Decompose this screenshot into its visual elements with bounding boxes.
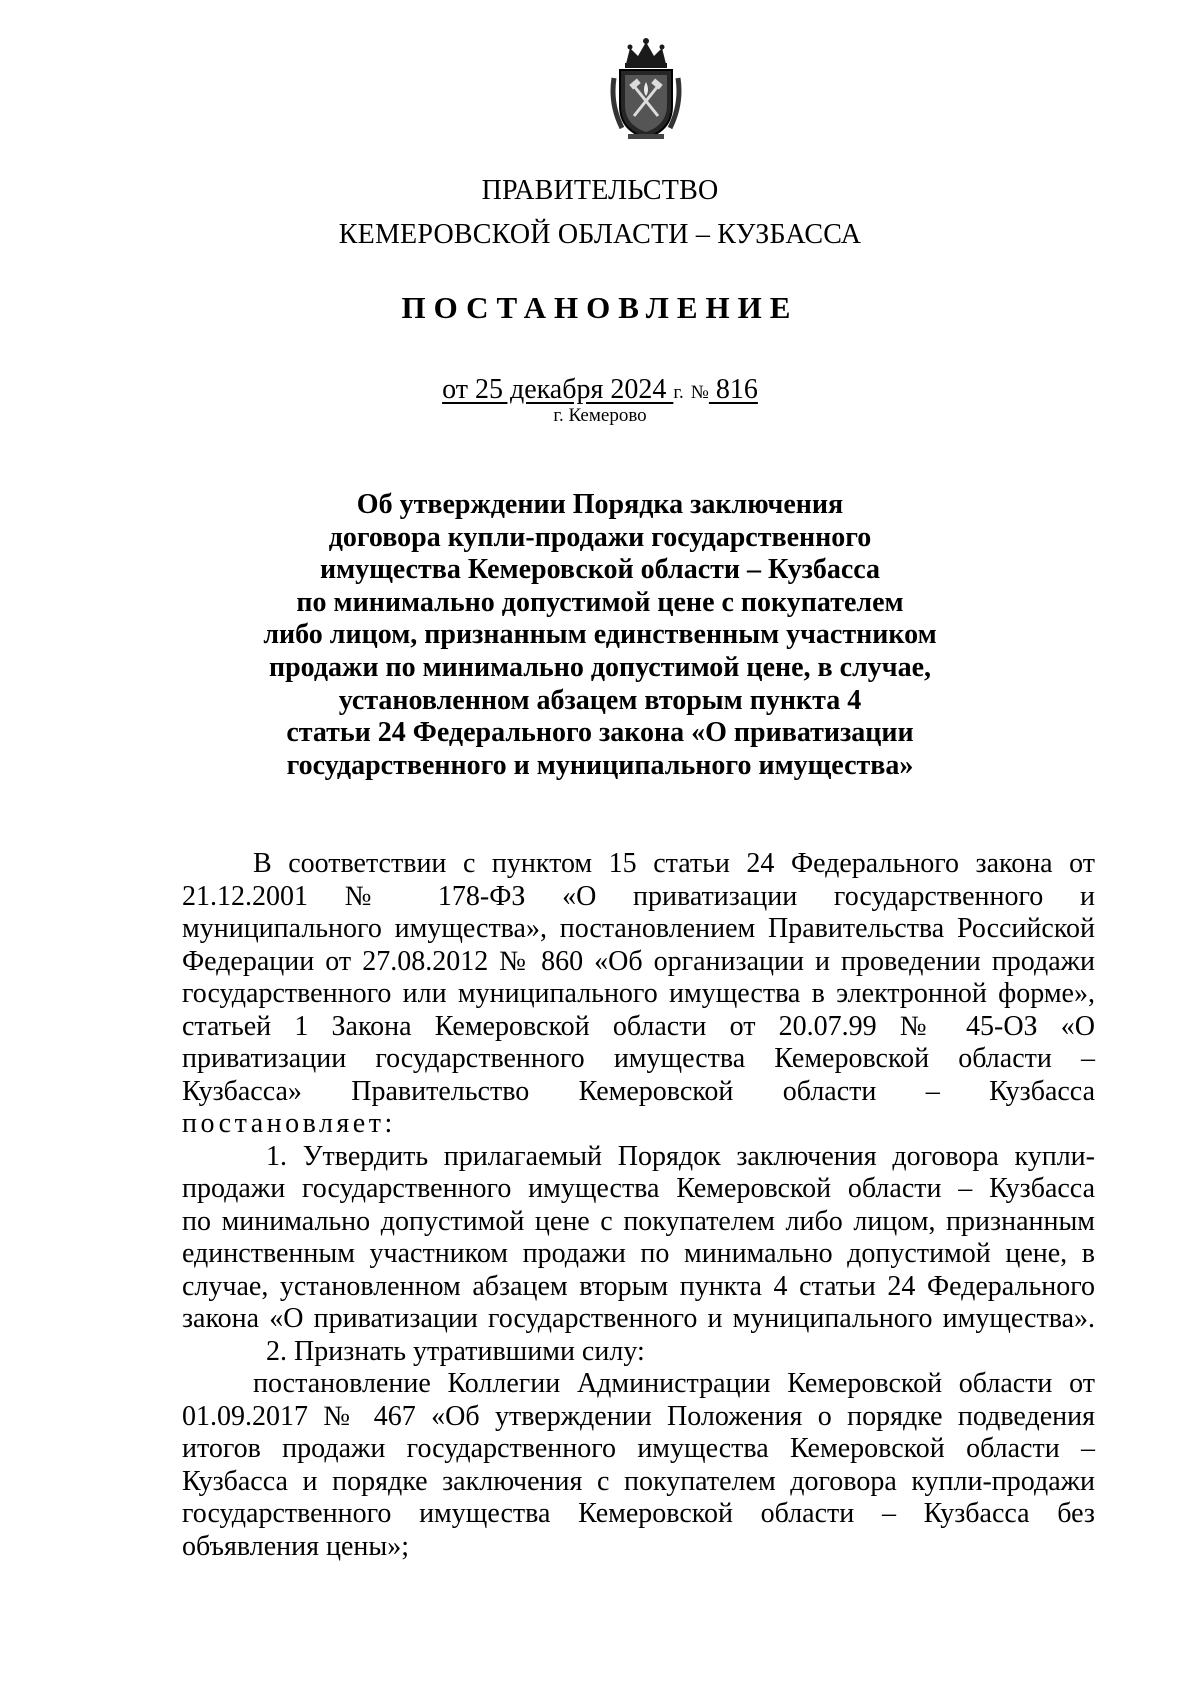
- heading-line: имущества Кемеровской области – Кузбасса: [319, 554, 881, 586]
- decree-year-suffix: г.: [673, 382, 684, 403]
- body-line: 01.09.2017 № 467 «Об утверждении Положения о порядке подведения: [182, 1400, 1095, 1432]
- heading-line: по минимально допустимой цене с покупателем: [296, 586, 904, 618]
- body-line: Федерации от 27.08.2012 № 860 «Об организации и проведении продажи: [182, 945, 1095, 977]
- body-line: Кузбасса» Правительство Кемеровской области – Кузбасса: [182, 1075, 1095, 1107]
- resolves-word: постановляет:: [182, 1108, 396, 1139]
- heading-line: установленном абзацем вторым пункта 4: [338, 684, 862, 716]
- body-line: по минимально допустимой цене с покупателем либо лицом, признанным: [182, 1205, 1095, 1237]
- heading-line: продажи по минимально допустимой цене, в случае,: [268, 651, 932, 683]
- decree-city: г. Кемерово: [553, 405, 647, 426]
- decree-date-number: [0, 374, 1200, 406]
- body-line: государственного или муниципального имущества в электронной форме»,: [182, 978, 1095, 1009]
- body-line: 2. Признать утратившими силу:: [266, 1335, 645, 1367]
- kemerovo-coat-of-arms-icon: [608, 34, 684, 142]
- body-line: государственного имущества Кемеровской области – Кузбасса без: [182, 1498, 1095, 1529]
- decree-date: от 25 декабря 2024: [442, 374, 674, 405]
- body-line: статьей 1 Закона Кемеровской области от 20.07.99 № 45-ОЗ «О: [182, 1010, 1095, 1042]
- decree-number-label: №: [690, 382, 709, 403]
- body-line: продажи государственного имущества Кемеровской области – Кузбасса: [182, 1173, 1095, 1204]
- heading-line: Об утверждении Порядка заключения: [356, 489, 844, 520]
- body-line: закона «О приватизации государственного и муниципального имущества».: [182, 1303, 1095, 1334]
- heading-line: статьи 24 Федерального закона «О приватизации: [286, 717, 914, 749]
- body-line: итогов продажи государственного имущества Кемеровской области –: [182, 1433, 1095, 1464]
- body-line: приватизации государственного имущества Кемеровской области –: [182, 1043, 1095, 1074]
- body-line: единственным участником продажи по минимально допустимой цене, в: [182, 1238, 1095, 1269]
- decree-number: 816: [708, 374, 758, 405]
- decree-heading: [0, 489, 1200, 782]
- body-line: 1. Утвердить прилагаемый Порядок заключения договора купли-: [266, 1140, 1095, 1172]
- body-line: случае, установленном абзацем вторым пункта 4 статьи 24 Федерального: [182, 1270, 1095, 1302]
- body-line: 21.12.2001 № 178-ФЗ «О приватизации государственного и: [182, 880, 1095, 912]
- body-line: постановление Коллегии Администрации Кемеровской области от: [253, 1368, 1095, 1399]
- body-line: В соответствии с пунктом 15 статьи 24 Федерального закона от: [253, 848, 1095, 879]
- body-line: муниципального имущества», постановлением Правительства Российской: [182, 913, 1095, 944]
- body-line: Кузбасса и порядке заключения с покупателем договора купли-продажи: [182, 1465, 1095, 1497]
- body-line: объявления цены»;: [182, 1530, 409, 1562]
- government-name-line2: КЕМЕРОВСКОЙ ОБЛАСТИ – КУЗБАССА: [338, 219, 862, 250]
- decree-type-title: ПОСТАНОВЛЕНИЕ: [401, 290, 799, 325]
- heading-line: договора купли-продажи государственного: [328, 521, 872, 553]
- heading-line: либо лицом, признанным единственным участником: [263, 619, 937, 651]
- decree-body: [182, 848, 1095, 1563]
- government-name-line1: ПРАВИТЕЛЬСТВО: [481, 175, 719, 206]
- heading-line: государственного и муниципального имущества»: [286, 749, 914, 781]
